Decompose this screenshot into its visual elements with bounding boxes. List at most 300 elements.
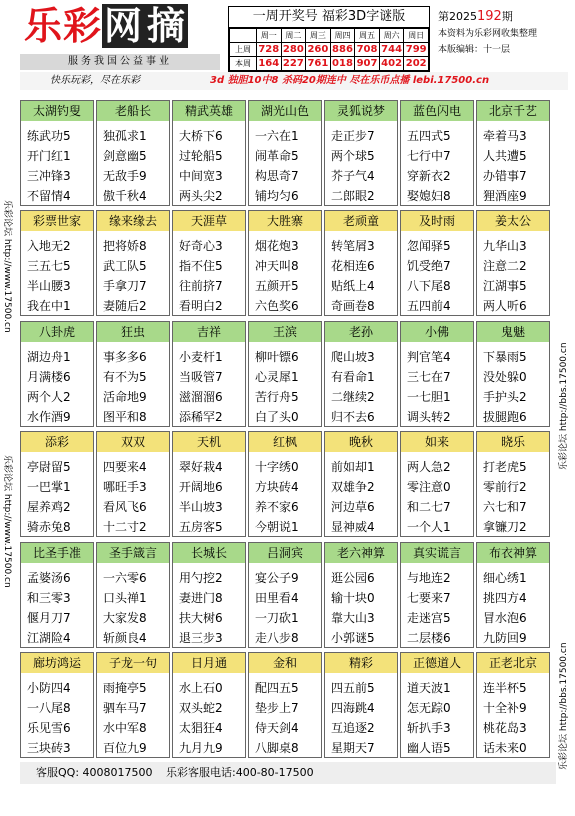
issue-number	[438, 8, 513, 24]
riddle-line: 把将娇8	[103, 239, 147, 253]
riddle-line: 拿镰刀2	[483, 520, 527, 534]
card-title: 蓝色闪电	[401, 101, 473, 121]
draw-number: 761	[307, 58, 329, 69]
riddle-line: 用勺挖2	[179, 571, 223, 585]
card-body	[249, 121, 321, 206]
logo-red: 乐彩	[24, 4, 103, 48]
side-text-left: 乐彩论坛 http://www.17500.cn	[2, 200, 12, 333]
puzzle-card	[248, 652, 322, 758]
card-body	[249, 452, 321, 537]
card-title: 双双	[97, 432, 169, 452]
puzzle-card	[476, 321, 550, 427]
draw-row-this-week	[230, 57, 429, 71]
riddle-line: 与地连2	[407, 571, 451, 585]
card-body	[249, 563, 321, 648]
riddle-line: 哪旺手3	[103, 480, 147, 494]
riddle-line: 贴纸上4	[331, 279, 375, 293]
riddle-line: 两头尖2	[179, 189, 223, 203]
riddle-line: 斩颜良4	[103, 631, 147, 645]
card-body	[21, 452, 93, 537]
riddle-line: 活命地9	[103, 390, 147, 404]
riddle-line: 小麦杆1	[179, 350, 223, 364]
card-title: 正德道人	[401, 653, 473, 673]
riddle-line: 不留情4	[27, 189, 71, 203]
card-title: 北京千艺	[477, 101, 549, 121]
riddle-line: 烟花炮3	[255, 239, 299, 253]
card-body	[249, 342, 321, 427]
riddle-line: 图平和8	[103, 410, 147, 424]
draw-number: 799	[405, 44, 427, 55]
puzzle-card	[400, 321, 474, 427]
riddle-line: 有看命1	[331, 370, 375, 384]
riddle-line: 水中军8	[103, 721, 147, 735]
card-body	[325, 121, 397, 206]
riddle-line: 白了头0	[255, 410, 299, 424]
riddle-line: 八下尾8	[407, 279, 451, 293]
puzzle-card	[20, 100, 94, 206]
card-title: 大胜寨	[249, 211, 321, 231]
draw-number: 402	[381, 58, 403, 69]
card-body	[173, 563, 245, 648]
riddle-line: 大家发8	[103, 611, 147, 625]
riddle-line: 输十块0	[331, 591, 375, 605]
footer-qq: 客服QQ: 4008017500	[36, 766, 153, 779]
riddle-line: 妻进门8	[179, 591, 223, 605]
puzzle-card	[20, 210, 94, 316]
riddle-line: 九防回9	[483, 631, 527, 645]
card-title: 老六神算	[325, 543, 397, 563]
riddle-line: 半山腰3	[27, 279, 71, 293]
puzzle-card	[476, 431, 550, 537]
puzzle-card	[172, 652, 246, 758]
riddle-line: 半山坡3	[179, 500, 223, 514]
riddle-line: 水作酒9	[27, 410, 71, 424]
riddle-line: 三七在7	[407, 370, 451, 384]
riddle-line: 话未来0	[483, 741, 527, 755]
logo-dark: 网	[104, 4, 144, 48]
card-body	[21, 231, 93, 316]
card-title: 添彩	[21, 432, 93, 452]
puzzle-card	[172, 431, 246, 537]
puzzle-card	[324, 210, 398, 316]
riddle-line: 太猖狂4	[179, 721, 223, 735]
riddle-line: 孟婆汤6	[27, 571, 71, 585]
card-body	[173, 342, 245, 427]
side-text-right: 乐彩论坛 http://bbs.17500.cn	[559, 342, 569, 470]
card-title: 精武英雄	[173, 101, 245, 121]
riddle-line: 转笔屑3	[331, 239, 375, 253]
riddle-line: 一个人1	[407, 520, 451, 534]
card-title: 晓乐	[477, 432, 549, 452]
riddle-line: 四五前5	[331, 681, 375, 695]
riddle-line: 滋溜溜6	[179, 390, 223, 404]
puzzle-card	[96, 321, 170, 427]
card-title: 精彩	[325, 653, 397, 673]
riddle-line: 芥子气4	[331, 169, 375, 183]
riddle-line: 双雄争2	[331, 480, 375, 494]
puzzle-card	[324, 100, 398, 206]
header	[20, 4, 568, 70]
riddle-line: 月满楼6	[27, 370, 71, 384]
riddle-line: 狸酒座9	[483, 189, 527, 203]
card-body	[477, 121, 549, 206]
card-body	[173, 673, 245, 758]
card-body	[173, 231, 245, 316]
card-title: 八卦虎	[21, 322, 93, 342]
riddle-line: 傲千秋4	[103, 189, 147, 203]
riddle-line: 花相连6	[331, 259, 375, 273]
riddle-line: 翠好栽4	[179, 460, 223, 474]
draw-number: 018	[332, 58, 353, 69]
puzzle-card	[400, 431, 474, 537]
puzzle-card	[248, 542, 322, 648]
draw-number: 227	[282, 58, 304, 69]
card-body	[97, 231, 169, 316]
footer	[20, 762, 556, 784]
draw-number: 886	[332, 44, 353, 55]
riddle-line: 骑赤兔8	[27, 520, 71, 534]
riddle-line: 十字绣0	[255, 460, 299, 474]
card-title: 吕洞宾	[249, 543, 321, 563]
riddle-line: 二层楼6	[407, 631, 451, 645]
riddle-line: 打老虎5	[483, 460, 527, 474]
card-title: 老顽童	[325, 211, 397, 231]
footer-phone: 乐彩客服电话:400-80-17500	[166, 766, 314, 779]
riddle-line: 方块砖4	[255, 480, 299, 494]
riddle-line: 驷车马7	[103, 701, 147, 715]
puzzle-card	[248, 100, 322, 206]
riddle-line: 配四五5	[255, 681, 299, 695]
puzzle-band	[20, 652, 556, 756]
riddle-line: 七要来7	[407, 591, 451, 605]
riddle-line: 垫步上7	[255, 701, 299, 715]
card-body	[249, 673, 321, 758]
riddle-line: 桃花岛3	[483, 721, 527, 735]
riddle-line: 和二七7	[407, 500, 451, 514]
riddle-line: 和三零3	[27, 591, 71, 605]
riddle-line: 归不去6	[331, 410, 375, 424]
riddle-line: 斩扒手3	[407, 721, 451, 735]
puzzle-card	[172, 321, 246, 427]
draw-number: 202	[405, 58, 427, 69]
card-title: 圣手箴言	[97, 543, 169, 563]
card-title: 缘来缘去	[97, 211, 169, 231]
draw-number: 907	[356, 58, 378, 69]
riddle-line: 口头禅1	[103, 591, 147, 605]
card-body	[325, 673, 397, 758]
day-header: 周二	[281, 29, 306, 43]
card-body	[249, 231, 321, 316]
card-body	[325, 231, 397, 316]
issue-suffix: 期	[501, 10, 513, 23]
riddle-line: 中间宽3	[179, 169, 223, 183]
draw-number: 744	[381, 44, 403, 55]
ribbon-promo[interactable]: 3d 独胆10中8 杀码20期连中 尽在乐币点播 lebi.17500.cn	[210, 75, 490, 86]
riddle-line: 妻随后2	[103, 299, 147, 313]
source-note: 本资料为乐彩网收集整理	[438, 29, 538, 39]
riddle-line: 江湖险4	[27, 631, 71, 645]
riddle-line: 屋养鸡2	[27, 500, 71, 514]
card-body	[21, 342, 93, 427]
card-body	[477, 673, 549, 758]
puzzle-card	[20, 431, 94, 537]
puzzle-card	[172, 210, 246, 316]
riddle-line: 一八尾8	[27, 701, 71, 715]
puzzle-card	[172, 100, 246, 206]
riddle-line: 武工队5	[103, 259, 147, 273]
riddle-line: 手拿刀7	[103, 279, 147, 293]
riddle-line: 水上石0	[179, 681, 223, 695]
riddle-line: 娶媳妇8	[407, 189, 451, 203]
issue-info	[434, 8, 568, 68]
card-title: 正老北京	[477, 653, 549, 673]
riddle-line: 好奇心3	[179, 239, 223, 253]
riddle-line: 九华山3	[483, 239, 527, 253]
draw-number: 260	[307, 44, 329, 55]
riddle-line: 牵着马3	[483, 129, 527, 143]
puzzle-card	[172, 542, 246, 648]
draw-title: 一周开奖号 福彩3D字谜版	[229, 7, 429, 28]
riddle-line: 二继续2	[331, 390, 375, 404]
card-title: 金和	[249, 653, 321, 673]
card-body	[97, 563, 169, 648]
riddle-line: 两人听6	[483, 299, 527, 313]
card-title: 廊坊鸿运	[21, 653, 93, 673]
card-body	[21, 121, 93, 206]
riddle-line: 走迷宫5	[407, 611, 451, 625]
card-body	[401, 452, 473, 537]
riddle-line: 奇画卷8	[331, 299, 375, 313]
day-header: 周四	[330, 29, 355, 43]
riddle-line: 闹革命5	[255, 149, 299, 163]
riddle-line: 两个球5	[331, 149, 375, 163]
riddle-line: 开阔地6	[179, 480, 223, 494]
riddle-line: 过轮船5	[179, 149, 223, 163]
card-body	[97, 673, 169, 758]
card-body	[477, 563, 549, 648]
riddle-line: 四要来4	[103, 460, 147, 474]
riddle-line: 一巴掌1	[27, 480, 71, 494]
puzzle-card	[400, 210, 474, 316]
riddle-line: 练武功5	[27, 129, 71, 143]
day-header: 周三	[306, 29, 331, 43]
card-title: 吉祥	[173, 322, 245, 342]
card-body	[477, 342, 549, 427]
card-title: 红枫	[249, 432, 321, 452]
riddle-line: 穿新衣2	[407, 169, 451, 183]
day-header: 周六	[379, 29, 404, 43]
puzzle-card	[96, 652, 170, 758]
riddle-line: 七行中7	[407, 149, 451, 163]
puzzle-card	[248, 210, 322, 316]
riddle-line: 事多多6	[103, 350, 147, 364]
riddle-line: 五四式5	[407, 129, 451, 143]
issue-prefix: 第2025	[438, 10, 477, 23]
riddle-line: 偃月刀7	[27, 611, 71, 625]
card-title: 子龙一句	[97, 653, 169, 673]
slogan: 服务我国公益事业	[20, 54, 220, 70]
riddle-line: 无敌手9	[103, 169, 147, 183]
riddle-line: 添稀罕2	[179, 410, 223, 424]
puzzle-card	[96, 431, 170, 537]
riddle-line: 显神威4	[331, 520, 375, 534]
side-text-right: 乐彩论坛 http://bbs.17500.cn	[559, 642, 569, 770]
card-title: 老船长	[97, 101, 169, 121]
card-body	[401, 121, 473, 206]
riddle-line: 田里看4	[255, 591, 299, 605]
draw-table	[229, 28, 429, 71]
card-title: 及时雨	[401, 211, 473, 231]
riddle-line: 大桥下6	[179, 129, 223, 143]
riddle-line: 十二寸2	[103, 520, 147, 534]
riddle-line: 双头蛇2	[179, 701, 223, 715]
riddle-line: 八脚桌8	[255, 741, 299, 755]
logo-dark-2: 摘	[147, 4, 187, 48]
riddle-line: 宴公子9	[255, 571, 299, 585]
card-title: 天涯草	[173, 211, 245, 231]
card-body	[325, 563, 397, 648]
card-body	[21, 673, 93, 758]
riddle-line: 走正步7	[331, 129, 375, 143]
card-title: 姜太公	[477, 211, 549, 231]
riddle-line: 两个人2	[27, 390, 71, 404]
riddle-line: 柳叶镖6	[255, 350, 299, 364]
riddle-line: 注意二2	[483, 259, 527, 273]
card-body	[97, 342, 169, 427]
riddle-line: 忽闻驿5	[407, 239, 451, 253]
riddle-line: 零注意0	[407, 480, 451, 494]
riddle-line: 一六零6	[103, 571, 147, 585]
riddle-line: 亭尉留5	[27, 460, 71, 474]
riddle-line: 判官笔4	[407, 350, 451, 364]
riddle-line: 星期天7	[331, 741, 375, 755]
card-body	[477, 452, 549, 537]
riddle-line: 看风飞6	[103, 500, 147, 514]
card-body	[401, 342, 473, 427]
riddle-line: 铺均匀6	[255, 189, 299, 203]
card-title: 如来	[401, 432, 473, 452]
riddle-line: 五房客5	[179, 520, 223, 534]
riddle-line: 独孤求1	[103, 129, 147, 143]
puzzle-card	[476, 210, 550, 316]
card-title: 彩票世家	[21, 211, 93, 231]
riddle-line: 爬山坡3	[331, 350, 375, 364]
riddle-line: 雨掩亭5	[103, 681, 147, 695]
card-body	[401, 563, 473, 648]
riddle-line: 连半杯5	[483, 681, 527, 695]
riddle-line: 乐见雪6	[27, 721, 71, 735]
puzzle-card	[476, 100, 550, 206]
riddle-line: 扶大树6	[179, 611, 223, 625]
puzzle-card	[476, 652, 550, 758]
card-body	[97, 121, 169, 206]
riddle-line: 三五七5	[27, 259, 71, 273]
riddle-line: 构思奇7	[255, 169, 299, 183]
puzzle-band	[20, 100, 556, 204]
riddle-line: 往前挤7	[179, 279, 223, 293]
riddle-line: 侍天剑4	[255, 721, 299, 735]
puzzle-card	[248, 431, 322, 537]
draw-row-last-week	[230, 43, 429, 57]
draw-number: 164	[258, 58, 280, 69]
card-title: 太湖钓叟	[21, 101, 93, 121]
card-title: 小佛	[401, 322, 473, 342]
riddle-line: 小防四4	[27, 681, 71, 695]
card-body	[97, 452, 169, 537]
issue-num: 192	[477, 9, 502, 24]
riddle-line: 今朝说1	[255, 520, 299, 534]
puzzle-card	[324, 321, 398, 427]
riddle-line: 养不家6	[255, 500, 299, 514]
riddle-line: 我在中1	[27, 299, 71, 313]
puzzle-card	[20, 321, 94, 427]
logo	[20, 4, 225, 67]
card-title: 狂虫	[97, 322, 169, 342]
riddle-line: 剑意幽5	[103, 149, 147, 163]
card-title: 灵狐说梦	[325, 101, 397, 121]
riddle-line: 下暴雨5	[483, 350, 527, 364]
riddle-line: 人共遭5	[483, 149, 527, 163]
puzzle-card	[400, 100, 474, 206]
riddle-line: 看明白2	[179, 299, 223, 313]
riddle-line: 零前行2	[483, 480, 527, 494]
row-label: 上周	[230, 43, 257, 57]
riddle-line: 冒水泡6	[483, 611, 527, 625]
draw-panel	[228, 6, 430, 72]
logo-text	[24, 4, 188, 48]
ribbon	[20, 72, 568, 90]
riddle-line: 细心绣1	[483, 571, 527, 585]
riddle-line: 六七和7	[483, 500, 527, 514]
riddle-line: 一刀砍1	[255, 611, 299, 625]
riddle-line: 走八步8	[255, 631, 299, 645]
riddle-line: 小郭谜5	[331, 631, 375, 645]
card-body	[173, 121, 245, 206]
card-title: 鬼魅	[477, 322, 549, 342]
riddle-line: 饥受绝7	[407, 259, 451, 273]
riddle-line: 湖边舟1	[27, 350, 71, 364]
puzzle-card	[248, 321, 322, 427]
card-title: 长城长	[173, 543, 245, 563]
card-body	[477, 231, 549, 316]
riddle-line: 拔腿跑6	[483, 410, 527, 424]
draw-number: 728	[258, 44, 280, 55]
card-title: 湖光山色	[249, 101, 321, 121]
riddle-line: 三块砖3	[27, 741, 71, 755]
puzzle-band	[20, 321, 556, 425]
riddle-line: 办错事7	[483, 169, 527, 183]
riddle-line: 江湖事5	[483, 279, 527, 293]
card-body	[21, 563, 93, 648]
riddle-line: 心灵犀1	[255, 370, 299, 384]
draw-table-header	[230, 29, 429, 43]
riddle-line: 九月九9	[179, 741, 223, 755]
riddle-line: 当吸管7	[179, 370, 223, 384]
riddle-line: 开门红1	[27, 149, 71, 163]
side-text-left: 乐彩论坛 http://www.17500.cn	[2, 455, 12, 588]
riddle-line: 怎无踪0	[407, 701, 451, 715]
riddle-line: 苦行舟5	[255, 390, 299, 404]
riddle-line: 十全补9	[483, 701, 527, 715]
riddle-line: 河边草6	[331, 500, 375, 514]
puzzle-card	[324, 652, 398, 758]
day-header: 周日	[404, 29, 429, 43]
puzzle-card	[20, 652, 94, 758]
riddle-line: 挑四方4	[483, 591, 527, 605]
draw-number: 280	[282, 44, 304, 55]
puzzle-card	[96, 210, 170, 316]
card-body	[173, 452, 245, 537]
